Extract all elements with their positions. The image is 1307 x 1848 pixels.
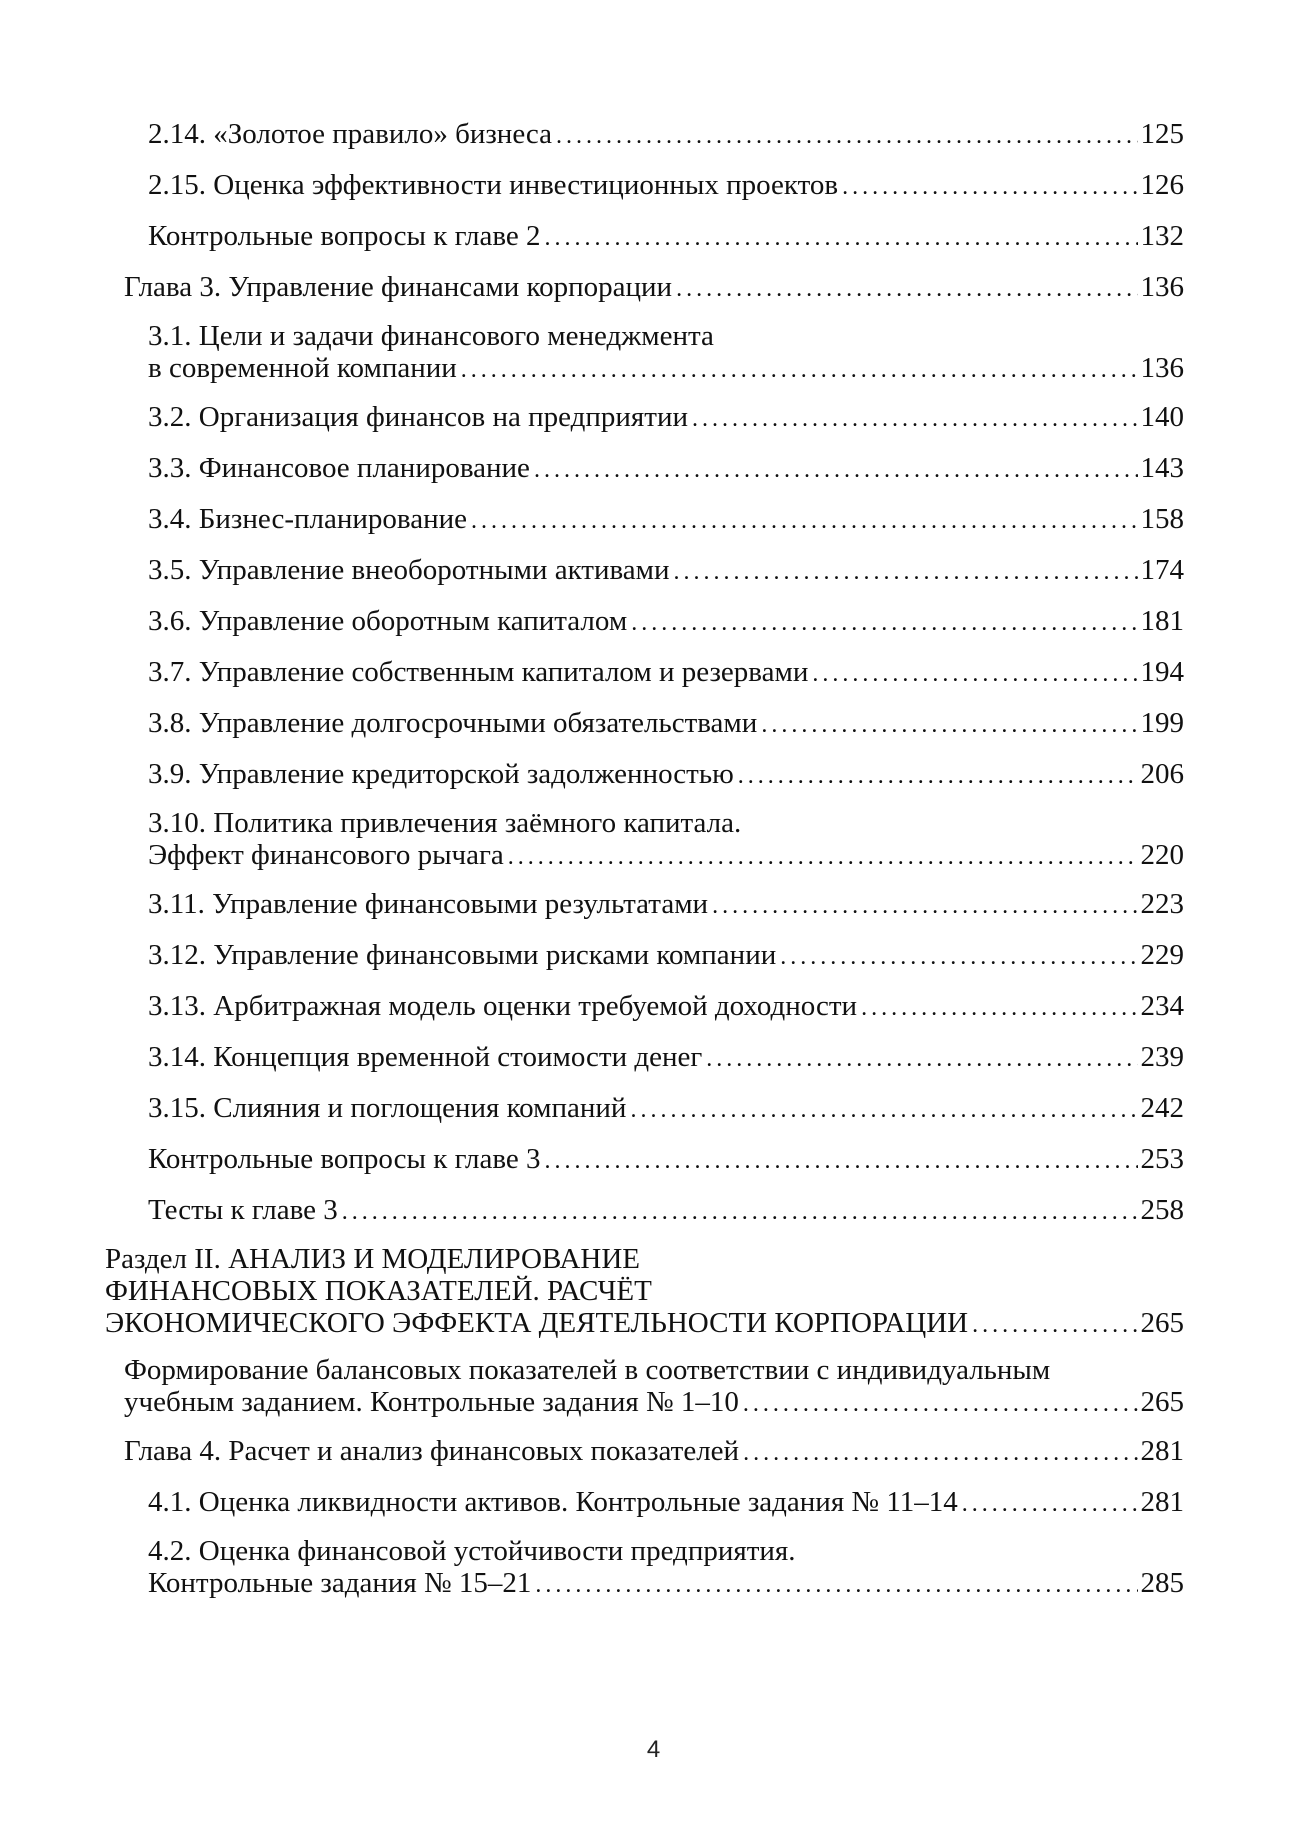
dot-leader (674, 554, 1138, 590)
toc-entry-line (148, 756, 1184, 794)
toc-entry-title: 3.9. Управление кредиторской задолженностью (148, 758, 734, 790)
toc-entry[interactable] (0, 399, 1184, 437)
toc-entry-page: 220 (1140, 839, 1184, 871)
toc-entry-title: 3.13. Арбитражная модель оценки требуемой доходности (148, 990, 858, 1022)
dot-leader (535, 1569, 1137, 1601)
toc-entry[interactable] (0, 1192, 1184, 1230)
toc-entry[interactable] (0, 320, 1184, 386)
toc-entry-title-line: 4.2. Оценка финансовой устойчивости предприятия. (148, 1535, 796, 1567)
toc-entry-title-line: 3.10. Политика привлечения заёмного капитала. (148, 807, 742, 839)
toc-entry-title: 4.1. Оценка ликвидности активов. Контрольные задания № 11–14 (148, 1486, 958, 1518)
dot-leader (544, 1143, 1137, 1179)
dot-leader (972, 1309, 1137, 1341)
toc-entry-line (148, 886, 1184, 924)
toc-entry-line (148, 116, 1184, 154)
dot-leader (630, 1092, 1137, 1128)
dot-leader (692, 401, 1138, 437)
toc-entry-page: 223 (1140, 888, 1184, 920)
dot-leader (861, 990, 1137, 1026)
dot-leader (712, 888, 1137, 924)
toc-entry-page: 281 (1140, 1486, 1184, 1518)
table-of-contents (0, 116, 1307, 1614)
toc-entry[interactable] (0, 1484, 1184, 1522)
toc-entry-page: 265 (1140, 1307, 1184, 1339)
toc-entry-title-line: Формирование балансовых показателей в соответствии с индивидуальным (124, 1354, 1051, 1386)
toc-entry-line (148, 1039, 1184, 1077)
toc-entry-page: 140 (1140, 401, 1184, 433)
dot-leader (461, 354, 1138, 386)
toc-entry[interactable] (0, 603, 1184, 641)
toc-entry-title: Тесты к главе 3 (148, 1194, 338, 1226)
toc-entry-title: 3.2. Организация финансов на предприятии (148, 401, 688, 433)
toc-entry-line (148, 654, 1184, 692)
toc-entry-page: 174 (1140, 554, 1184, 586)
toc-entry-title: Контрольные вопросы к главе 3 (148, 1143, 541, 1175)
toc-entry-page: 181 (1140, 605, 1184, 637)
dot-leader (743, 1435, 1137, 1471)
dot-leader (780, 939, 1137, 975)
toc-entry-title: 3.11. Управление финансовыми результатами (148, 888, 709, 920)
toc-entry-page: 126 (1140, 169, 1184, 201)
toc-entry-title: 3.6. Управление оборотным капиталом (148, 605, 628, 637)
toc-entry-page: 143 (1140, 452, 1184, 484)
toc-entry-title: Эффект финансового рычага (148, 839, 504, 871)
dot-leader (342, 1194, 1138, 1230)
dot-leader (544, 220, 1137, 256)
dot-leader (508, 841, 1138, 873)
toc-entry[interactable] (0, 886, 1184, 924)
toc-entry-title: 3.12. Управление финансовыми рисками компании (148, 939, 777, 971)
toc-entry-page: 258 (1140, 1194, 1184, 1226)
toc-entry[interactable] (0, 269, 1184, 307)
toc-entry[interactable] (0, 705, 1184, 743)
toc-entry[interactable] (0, 1535, 1184, 1601)
toc-entry-page: 239 (1140, 1041, 1184, 1073)
dot-leader (631, 605, 1137, 641)
toc-entry-title: учебным заданием. Контрольные задания № 1–10 (124, 1386, 739, 1418)
toc-entry[interactable] (0, 937, 1184, 975)
toc-entry-page: 136 (1140, 352, 1184, 384)
toc-entry-page: 199 (1140, 707, 1184, 739)
toc-entry-line (148, 1192, 1184, 1230)
page-number: 4 (646, 1736, 661, 1763)
toc-entry-title-line: Раздел II. АНАЛИЗ И МОДЕЛИРОВАНИЕ (105, 1243, 640, 1275)
dot-leader (962, 1486, 1138, 1522)
toc-entry-line (148, 167, 1184, 205)
toc-entry-title: Глава 3. Управление финансами корпорации (124, 271, 673, 303)
toc-entry-page: 136 (1140, 271, 1184, 303)
toc-entry-title: 2.15. Оценка эффективности инвестиционных проектов (148, 169, 839, 201)
toc-entry[interactable] (0, 552, 1184, 590)
toc-entry[interactable] (0, 1039, 1184, 1077)
toc-entry-line (148, 450, 1184, 488)
toc-entry-title: 3.15. Слияния и поглощения компаний (148, 1092, 627, 1124)
toc-entry-title: 3.8. Управление долгосрочными обязательствами (148, 707, 758, 739)
toc-entry[interactable] (0, 756, 1184, 794)
toc-entry-line (148, 399, 1184, 437)
toc-entry-title: 3.4. Бизнес-планирование (148, 503, 468, 535)
toc-entry-page: 158 (1140, 503, 1184, 535)
toc-entry-line (148, 988, 1184, 1026)
toc-entry-title: Контрольные задания № 15–21 (148, 1567, 532, 1599)
dot-leader (812, 656, 1137, 692)
toc-entry-title: 3.3. Финансовое планирование (148, 452, 530, 484)
dot-leader (743, 1388, 1138, 1420)
toc-entry-line (148, 1484, 1184, 1522)
toc-entry-line (148, 603, 1184, 641)
toc-entry[interactable] (0, 1433, 1184, 1471)
toc-entry-title: ЭКОНОМИЧЕСКОГО ЭФФЕКТА ДЕЯТЕЛЬНОСТИ КОРПОРАЦИИ (105, 1307, 969, 1339)
toc-entry-page: 132 (1140, 220, 1184, 252)
toc-entry-page: 285 (1140, 1567, 1184, 1599)
toc-entry-title: в современной компании (148, 352, 457, 384)
toc-entry[interactable] (0, 654, 1184, 692)
toc-entry-page: 234 (1140, 990, 1184, 1022)
dot-leader (471, 503, 1137, 539)
toc-entry-page: 194 (1140, 656, 1184, 688)
toc-entry[interactable] (0, 501, 1184, 539)
toc-entry[interactable] (0, 218, 1184, 256)
dot-leader (556, 118, 1137, 154)
toc-entry-page: 265 (1140, 1386, 1184, 1418)
toc-entry-title-line: 3.1. Цели и задачи финансового менеджмента (148, 320, 714, 352)
toc-entry-page: 253 (1140, 1143, 1184, 1175)
toc-entry-title: 3.7. Управление собственным капиталом и резервами (148, 656, 809, 688)
dot-leader (534, 452, 1138, 488)
toc-entry[interactable] (0, 807, 1184, 873)
toc-entry-page: 242 (1140, 1092, 1184, 1124)
toc-entry-line (105, 1307, 1184, 1341)
toc-entry-line (124, 1386, 1184, 1420)
toc-entry[interactable] (0, 1141, 1184, 1179)
toc-entry-title: 3.5. Управление внеоборотными активами (148, 554, 670, 586)
dot-leader (738, 758, 1138, 794)
toc-entry-title: 2.14. «Золотое правило» бизнеса (148, 118, 553, 150)
toc-entry-line (148, 705, 1184, 743)
toc-entry-title: Глава 4. Расчет и анализ финансовых показателей (124, 1435, 740, 1467)
dot-leader (676, 271, 1137, 307)
toc-entry-line (124, 269, 1184, 307)
toc-entry[interactable] (0, 116, 1184, 154)
toc-entry[interactable] (0, 1243, 1184, 1341)
toc-entry-line (148, 1141, 1184, 1179)
toc-entry-line (148, 1567, 1184, 1601)
toc-entry-line (148, 552, 1184, 590)
toc-entry-title-line: ФИНАНСОВЫХ ПОКАЗАТЕЛЕЙ. РАСЧЁТ (105, 1275, 652, 1307)
toc-entry-line (148, 218, 1184, 256)
toc-entry[interactable] (0, 1090, 1184, 1128)
dot-leader (706, 1041, 1137, 1077)
dot-leader (842, 169, 1137, 205)
toc-entry-page: 281 (1140, 1435, 1184, 1467)
toc-entry[interactable] (0, 1354, 1184, 1420)
toc-entry-page: 206 (1140, 758, 1184, 790)
toc-entry-line (148, 937, 1184, 975)
toc-entry-line (124, 1433, 1184, 1471)
toc-entry-title: Контрольные вопросы к главе 2 (148, 220, 541, 252)
toc-entry-line (148, 1090, 1184, 1128)
dot-leader (761, 707, 1137, 743)
toc-entry-title: 3.14. Концепция временной стоимости денег (148, 1041, 703, 1073)
toc-entry-line (148, 352, 1184, 386)
toc-entry-page: 229 (1140, 939, 1184, 971)
toc-entry-line (148, 501, 1184, 539)
toc-entry[interactable] (0, 450, 1184, 488)
toc-entry-page: 125 (1140, 118, 1184, 150)
toc-entry[interactable] (0, 167, 1184, 205)
toc-entry-line (148, 839, 1184, 873)
toc-entry[interactable] (0, 988, 1184, 1026)
